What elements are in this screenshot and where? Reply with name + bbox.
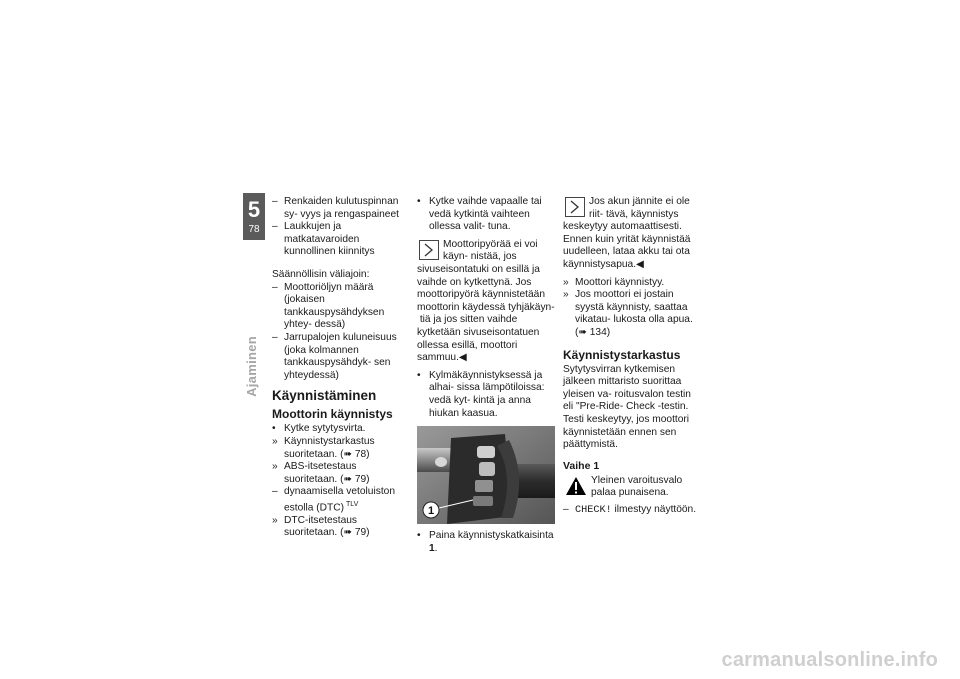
section-label <box>244 336 262 397</box>
column-2 <box>417 196 555 555</box>
list-item: » Jos moottori ei jostain syystä käynnisty, saattaa vikatau- lukosta olla apua. (➠ 134) <box>563 289 693 338</box>
list-item: • Kytke vaihde vapaalle tai vedä kytkintä vaihteen ollessa valit- tuna. <box>417 196 542 233</box>
info-note <box>563 196 701 272</box>
phase-heading: Vaihe 1 <box>563 459 600 472</box>
list-item: » Käynnistystarkastus suoritetaan. (➠ 78) <box>272 435 375 460</box>
column-1 <box>272 196 412 540</box>
warning-note <box>563 475 701 500</box>
list-item: – Jarrupalojen kuluneisuus (joka kolmannen tankkauspysähdyk- sen yhteydessä) <box>272 331 397 381</box>
subsection-heading: Käynnistystarkastus <box>563 347 681 362</box>
warning-triangle-icon <box>565 476 587 496</box>
subsection-heading: Moottorin käynnistys <box>272 407 393 422</box>
column-3 <box>563 196 701 517</box>
list-item: – Renkaiden kulutuspinnan sy- vyys ja rengaspaineet <box>272 196 399 220</box>
list-item: – Moottoriöljyn määrä (jokaisen tankkauspysähdyksen yhtey- dessä) <box>272 281 385 331</box>
chapter-tab <box>243 193 265 240</box>
check-description: Sytytysvirran kytkemisen jälkeen mittaristo suorittaa yleisen va- roitusvalon testin eli "Pre-Ride- Check -testin. Testi keskeytyy, jos moottori käynnistetään ennen sen päättymistä. <box>563 363 691 451</box>
list-item: • Kytke sytytysvirta. <box>272 423 366 435</box>
section-label-text: Ajaminen <box>244 336 259 397</box>
list-item: – dynaamisella vetoluiston estolla (DTC) $^{TLV}$ <box>272 486 395 514</box>
display-code: CHECK! <box>575 504 612 516</box>
list-item: » DTC-itsetestaus suoritetaan. (➠ 79) <box>272 514 370 539</box>
watermark: carmanualsonline.info <box>721 649 938 671</box>
chapter-number: 5 <box>247 197 261 222</box>
note-text: Moottoripyörää ei voi käyn- nistää, jos sivuseisontatuki on esillä ja vaihde on kytkettynä. Jos moottoripyörä käynnistetään moottorin käydessä tyhjäkäyn- tiä ja jos sitten vaihde kytketään sivuseisontatuen ollessa esillä, moottori sammuu.◀ <box>417 238 555 364</box>
note-arrow-icon <box>419 240 439 260</box>
note-text: Jos akun jännite ei ole riit- tävä, käynnistys keskeytyy automaattisesti. Ennen kuin yrität käynnistää uudelleen, lataa akku tai ota käynnistysapua.◀ <box>563 196 691 270</box>
section-heading: Käynnistäminen <box>272 388 377 404</box>
handlebar-switch-photo <box>417 426 555 524</box>
list-item: • Kylmäkäynnistyksessä ja alhai- sissa lämpötiloissa: vedä kyt- kintä ja anna hiukan kaasua. <box>417 369 545 419</box>
list-item: – Laukkujen ja matkatavaroiden kunnollinen kiinnitys <box>272 221 375 258</box>
list-item: • Paina käynnistyskatkaisinta 1. <box>417 530 554 554</box>
list-item: » ABS-itsetestaus suoritetaan. (➠ 79) <box>272 461 370 485</box>
page-number: 78 <box>248 224 260 235</box>
figure-callout-1: 1 <box>427 505 435 518</box>
note-arrow-icon <box>565 197 585 217</box>
option-code: TLV <box>346 500 359 508</box>
warning-text: Yleinen varoitusvalo palaa punaisena. <box>591 474 683 499</box>
intervals-intro: Säännöllisin väliajoin: <box>272 268 370 280</box>
list-item: – CHECK! ilmestyy näyttöön. <box>563 503 697 516</box>
list-item: » Moottori käynnistyy. <box>563 276 665 288</box>
info-note <box>417 239 555 365</box>
